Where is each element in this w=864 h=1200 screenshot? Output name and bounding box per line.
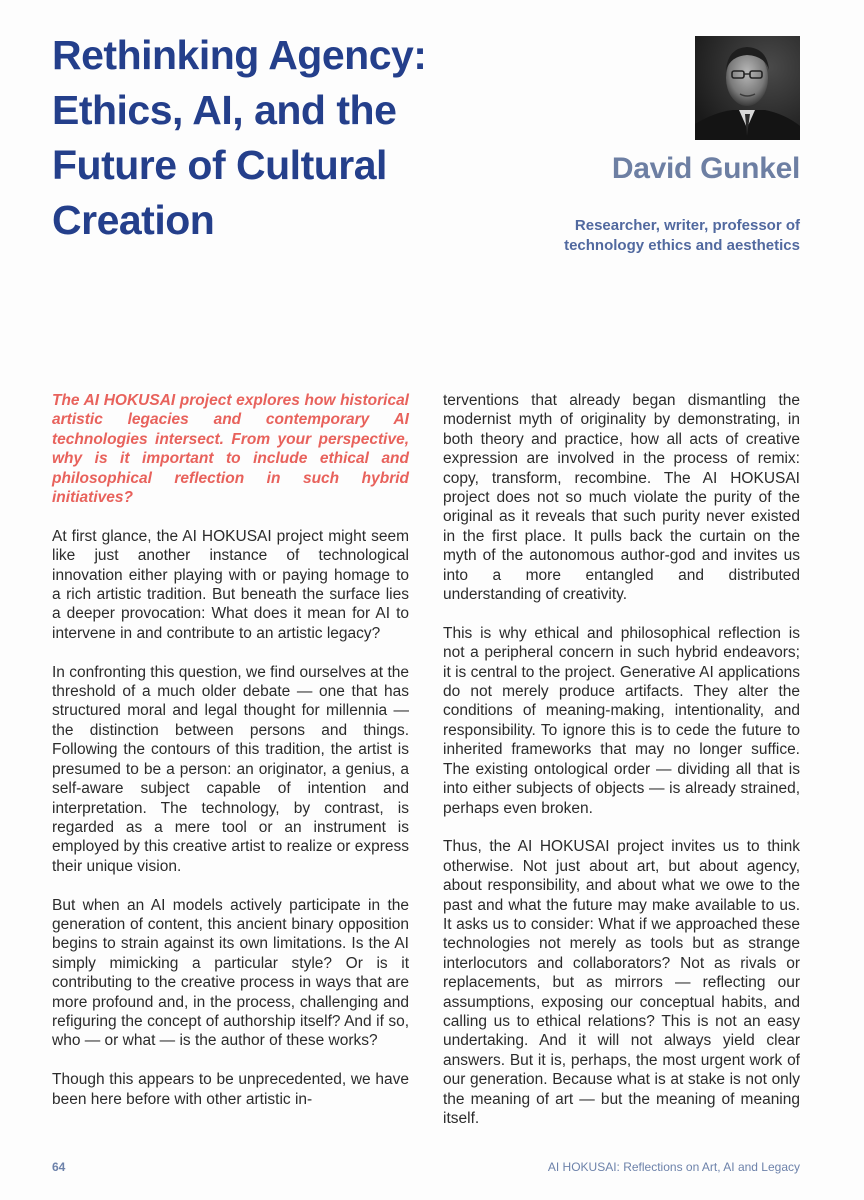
author-photo xyxy=(695,36,800,140)
paragraph: In confronting this question, we find ourselves at the threshold of a much older debate — one that has structured moral and legal thought for millennia — the distinction between persons and things. Following the contours of this tradition, the artist is presumed to be a person: an originator, a genius, a self-aware subject capable of intention and interpretation. The technology, by contrast, is regarded as a mere tool or an instrument is employed by this creative artist to realize or express their unique vision. xyxy=(52,663,409,875)
right-column xyxy=(443,391,800,1148)
paragraph: Thus, the AI HOKUSAI project invites us to think otherwise. Not just about art, but about agency, about responsibility, and about what we owe to the past and what the future may make available to us. It asks us to consider: What if we approached these technologies not merely as tools but as strange interlocutors and collaborators? Not as rivals or replacements, but as mirrors — reflecting our assumptions, exposing our conceptual habits, and calling us to ethical relations? This is not an easy undertaking. And it will not always yield clear answers. But it is, perhaps, the most urgent work of our generation. Because what is at stake is not only the meaning of art — but the meaning of meaning itself. xyxy=(443,838,800,1127)
author-name: David Gunkel xyxy=(611,152,800,185)
paragraph: At first glance, the AI HOKUSAI project might seem like just another instance of technological innovation either playing with or paying homage to a rich artistic tradition. But beneath the surface lies a deeper provocation: What does it mean for AI to intervene in and contribute to an artistic legacy? xyxy=(52,527,409,642)
author-role: Researcher, writer, professor of technology ethics and aesthetics xyxy=(564,217,800,254)
paragraph: This is why ethical and philosophical reflection is not a peripheral concern in such hybrid endeavors; it is central to the project. Generative AI applications do not merely produce artifacts. They alter the conditions of meaning-making, intentionality, and responsibility. To ignore this is to cede the future to inherited frameworks that may no longer suffice. The existing ontological order — dividing all that is into either subjects of objects — is already strained, perhaps even broken. xyxy=(443,624,800,817)
paragraph: terventions that already began dismantling the modernist myth of originality by demonstrating, in both theory and practice, how all acts of creative expression are involved in the process of remix: copy, transform, recombine. The AI HOKUSAI project does not so much violate the purity of the original as it reveals that such purity never existed in the first place. It pulls back the curtain on the myth of the autonomous author-god and invites us into a more entangled and distributed understanding of creativity. xyxy=(443,392,800,604)
left-column xyxy=(52,391,409,1128)
interview-question: The AI HOKUSAI project explores how historical artistic legacies and contemporary AI technologies intersect. From your perspective, why is it important to include ethical and philosophical reflection in such hybrid initiatives? xyxy=(52,392,409,507)
article-title: Rethinking Agency: Ethics, AI, and the Future of Cultural Creation xyxy=(52,32,427,243)
portrait-photo-icon xyxy=(695,36,800,140)
publication-title: AI HOKUSAI: Reflections on Art, AI and Legacy xyxy=(547,1160,800,1174)
page-number: 64 xyxy=(52,1160,66,1174)
paragraph: But when an AI models actively participate in the generation of content, this ancient binary opposition begins to strain against its own limitations. Is the AI simply mimicking a particular style? Or is it contributing to the creative process in ways that are more profound and, in the process, challenging and refiguring the concept of authorship itself? And if so, who — or what — is the author of these works? xyxy=(52,896,409,1050)
paragraph: Though this appears to be unprecedented, we have been here before with other artistic in- xyxy=(52,1071,409,1108)
